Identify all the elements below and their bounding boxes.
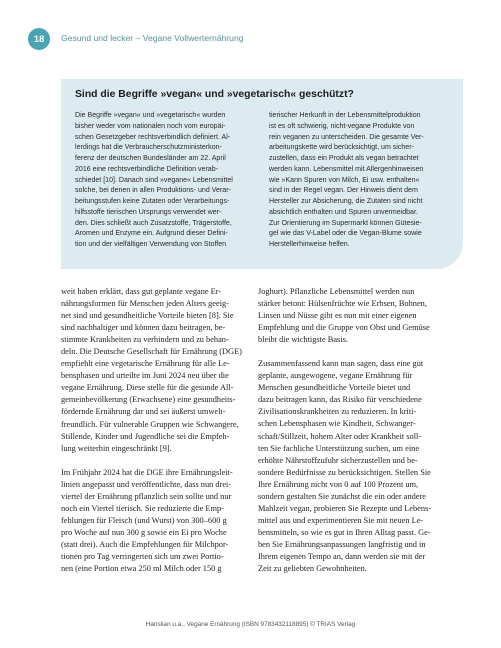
body-line: Zeit zu geliebten Gewohnheiten.: [258, 564, 367, 574]
info-box-line: schen Gesetzgeber rechtsverbindlich definiert. Al-: [75, 133, 231, 141]
body-line: ten Sie fachliche Unterstützung suchen, um eine: [258, 443, 420, 453]
info-box-line: rein veganen zu unterscheiden. Die gesamte Ver-: [269, 133, 424, 141]
paragraph: [61, 467, 239, 575]
body-line: Im Frühjahr 2024 hat die DGE ihre Ernährungsleit-: [61, 467, 233, 477]
body-line: fehlungen für Fleisch (und Wurst) von 300–600 g: [61, 515, 227, 525]
info-box-line: zustellen, dass ein Produkt als vegan betrachtet: [269, 155, 419, 162]
body-line: stimmte Krankheiten zu verhindern und zu behan-: [61, 335, 229, 345]
info-box-line: ferenz der deutschen Bundesländer am 22. April: [75, 155, 226, 162]
body-line: noch ein Viertel tierisch. Sie reduzierte die Emp-: [61, 503, 224, 513]
paragraph-gap: [61, 455, 239, 467]
body-line: dazu beitragen kann, das Risiko für verschiedene: [258, 395, 422, 405]
info-box-line: Die Begriffe »vegan« und »vegetarisch« wurden: [75, 112, 226, 119]
body-line: vegane Ernährung. Diese stelle für die gesunde All-: [61, 383, 234, 393]
body-line: Linsen und Nüsse gibt es nun mit einer eigenen: [258, 311, 417, 321]
body-line: mittel aus und experimentieren Sie mit neuen Le-: [258, 515, 424, 525]
info-box-line: arbeitungskette wird berücksichtigt, um sicher-: [269, 144, 414, 152]
body-line: Zivilisationskrankheiten zu reduzieren. In kriti-: [258, 407, 417, 417]
info-box-line: Herstellerhinweise helfen.: [269, 241, 350, 248]
info-box-line: absichtlich enthalten und Spuren unvermeidbar.: [269, 208, 418, 216]
main-right-column: [258, 286, 436, 575]
info-box-left-column: [75, 111, 258, 251]
body-line: stärker betont: Hülsenfrüchte wie Erbsen, Bohnen,: [258, 299, 427, 309]
paragraph: [61, 286, 242, 455]
body-line: schaft/Stillzeit, hohem Alter oder Krankheit soll-: [258, 431, 422, 441]
info-box-line: tierischer Herkunft in der Lebensmittelproduktion: [269, 112, 421, 119]
body-line: Empfehlung und die Gruppe von Obst und Gemüse: [258, 323, 430, 333]
info-box-line: solche, bei denen in allen Produktions- und Verar-: [75, 187, 231, 195]
body-line: bleibt die wichtigste Basis.: [258, 335, 348, 345]
body-line: Stillende, Kinder und Jugendliche sei die Empfeh-: [61, 431, 230, 441]
body-line: gemeinbevölkerung (Erwachsene) eine gesundheits-: [61, 395, 236, 405]
body-line: lung weiterhin eingeschränkt [9].: [61, 443, 172, 453]
body-line: tionen pro Tag verringerten sich um zwei Portio-: [61, 551, 224, 561]
body-line: viertel der Ernährung pflanzlich sein sollte und nur: [61, 491, 232, 501]
body-line: Ihre Ernährung nicht von 0 auf 100 Prozent um,: [258, 479, 419, 489]
info-box-line: den. Dies schließt auch Zusatzstoffe, Trägerstoffe,: [75, 219, 232, 227]
page-header: [0, 28, 501, 52]
paragraph: [258, 358, 436, 575]
body-line: schen Lebensphasen wie Kindheit, Schwanger-: [258, 419, 416, 429]
info-box-line: tion und der vielfältigen Verwendung von Stoffen: [75, 241, 227, 248]
info-box-line: beitungsstufen keine Zutaten oder Verarbeitungs-: [75, 198, 230, 205]
body-line: sind nachhaltiger und können dazu beitragen, be-: [61, 323, 226, 333]
body-line: weit haben erklärt, dass gut geplante vegane Er-: [61, 287, 222, 296]
body-line: nährungsformen für Menschen jeden Alters geeig-: [61, 299, 229, 309]
body-line: Mahlzeit vegan, probieren Sie Rezepte und Lebens-: [258, 503, 432, 513]
body-line: fördernde Ernährung dar und sei äußerst umwelt-: [61, 407, 226, 417]
info-box: [61, 79, 463, 269]
body-line: Zusammenfassend kann man sagen, dass eine gut: [258, 359, 424, 369]
body-line: linien angepasst und veröffentlichte, dass nun drei-: [61, 479, 232, 489]
info-box-line: wie »Kann Spuren von Milch, Ei usw. enthalten«: [269, 176, 420, 184]
paragraph-gap: [258, 346, 436, 358]
body-line: Joghurt). Pflanzliche Lebensmittel werden nun: [258, 287, 415, 296]
body-line: Ihrem eigenen Tempo an, dann werden sie mit der: [258, 551, 426, 561]
main-left-column: [61, 286, 242, 575]
info-box-line: schiedet [10]. Danach sind »vegane« Lebensmittel: [75, 176, 233, 184]
body-line: sondern gestalten Sie zunächst die ein oder andere: [258, 491, 426, 501]
info-box-line: sind in der Regel vegan. Der Hinweis dient dem: [269, 187, 418, 195]
info-box-line: gel wie das V-Label oder die Vegan-Blume sowie: [269, 230, 422, 238]
body-line: (statt drei). Auch die Empfehlungen für Milchpor-: [61, 539, 229, 549]
footer-citation: Hanslian u.a., Vegane Ernährung (ISBN 9783432118895) © TRIAS Verlag: [145, 621, 356, 628]
paragraph: [258, 286, 436, 346]
info-box-right-column: [269, 111, 452, 251]
info-box-line: Zur Orientierung im Supermarkt können Gütesie-: [269, 219, 422, 227]
body-line: nen (eine Portion etwa 250 ml Milch oder 150 g: [61, 564, 222, 574]
body-line: sondere Bedürfnisse zu berücksichtigen. Stellen Sie: [258, 467, 431, 477]
info-box-line: werden kann. Lebensmittel mit Allergenhinweisen: [269, 165, 424, 173]
info-box-line: lerdings hat die Verbraucherschutzministerkon-: [75, 144, 222, 152]
body-line: bensmitteln, so wie es gut in Ihren Alltag passt. Ge-: [258, 527, 431, 537]
body-line: Menschen gesundheitliche Vorteile bietet und: [258, 383, 411, 393]
body-line: geplante, ausgewogene, vegane Ernährung für: [258, 371, 413, 381]
info-box-line: ist es oft schwierig, nicht-vegane Produkte von: [269, 122, 415, 130]
info-box-line: hilfsstoffe tierischen Ursprungs verwendet wer-: [75, 208, 222, 216]
body-line: bensphasen und urteilte im Juni 2024 neu über die: [61, 371, 229, 381]
body-line: pro Woche auf nun 300 g sowie ein Ei pro Woche: [61, 527, 227, 537]
body-line: freundlich. Für vulnerable Gruppen wie Schwangere,: [61, 419, 239, 429]
page-number-badge: 18: [28, 28, 50, 50]
running-head: Gesund und lecker – Vegane Vollwerternährung: [61, 33, 244, 43]
info-box-line: bisher weder vom nationalen noch vom europäi-: [75, 122, 226, 130]
body-line: ben Sie Ernährungsanpassungen langfristig und in: [258, 539, 426, 549]
body-line: empfiehlt eine vegetarische Ernährung für alle Le-: [61, 359, 230, 369]
info-box-title: Sind die Begriffe »vegan« und »vegetarisch« geschützt?: [75, 89, 354, 100]
body-line: erhöhte Nährstoffzufuhr sicherzustellen und be-: [258, 455, 418, 465]
body-line: deln. Die Deutsche Gesellschaft für Ernährung (DGE): [61, 347, 242, 357]
body-line: net sind und gesundheitliche Vorteile bieten [8]. Sie: [61, 311, 234, 321]
info-box-line: Aromen und Enzyme ein. Aufgrund dieser Defini-: [75, 230, 228, 238]
info-box-line: Hersteller zur Absicherung, die Zutaten sind nicht: [269, 198, 423, 205]
info-box-line: 2016 eine rechtsverbindliche Definition verab-: [75, 165, 218, 173]
